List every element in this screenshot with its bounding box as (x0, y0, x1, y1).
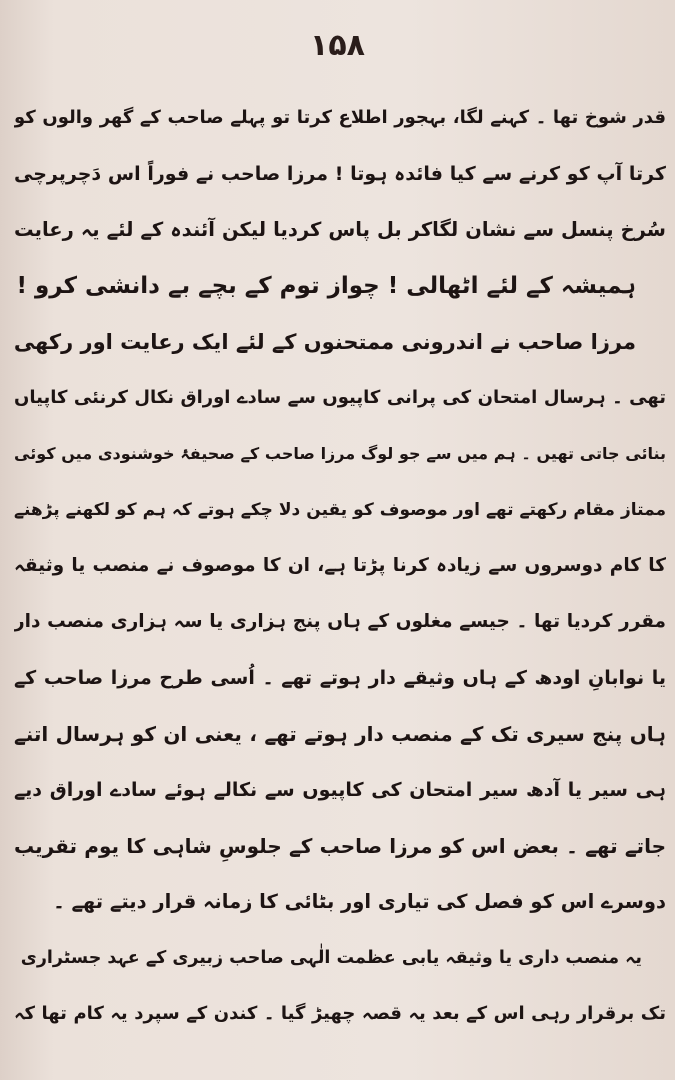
text-line: بنائی جاتی تھیں ۔ ہم میں سے جو لوگ مرزا صاحب کے صحیفۂ خوشنودی میں کوئی (14, 444, 666, 463)
text-line: تھی ۔ ہرسال امتحان کی پرانی کاپیوں سے سادے اوراق نکال کرنئی کاپیاں (14, 387, 666, 408)
text-line: ہاں پنج سیری تک کے منصب دار ہوتے تھے ، یعنی ان کو ہرسال اتنے (14, 722, 666, 746)
text-line: قدر شوخ تھا ۔ کہنے لگا، بہجور اطلاع کرتا تو پہلے صاحب کے گھر والوں کو (14, 107, 666, 128)
text-line: یا نوابانِ اودھ کے ہاں وثیقے دار ہوتے تھے ۔ اُسی طرح مرزا صاحب کے (14, 667, 666, 689)
footnote-line: یہ منصب داری یا وثیقہ یابی عظمت الٰہی صاحب زبیری کے عہد جسٹراری (20, 948, 642, 968)
text-line: دوسرے اس کو فصل کی تیاری اور بٹائی کا زمانہ قرار دیتے تھے ۔ (53, 890, 666, 913)
page-text (14, 90, 666, 1042)
text-line: جاتے تھے ۔ بعض اس کو مرزا صاحب کے جلوسِ شاہی کا یوم تقریب (14, 834, 666, 858)
text-line: ہی سیر یا آدھ سیر امتحان کی کاپیوں سے نکالے ہوئے سادے اوراق دیے (14, 779, 666, 801)
text-line: مقرر کردیا تھا ۔ جیسے مغلوں کے ہاں پنج ہزاری یا سہ ہزاری منصب دار (14, 611, 666, 632)
text-line: ممتاز مقام رکھتے تھے اور موصوف کو یقین دلا چکے ہوتے کہ ہم کو لکھنے پڑھنے (14, 500, 666, 520)
text-line: کا کام دوسروں سے زیادہ کرنا پڑتا ہے، ان کا موصوف نے منصب یا وثیقہ (14, 555, 666, 576)
page-number: ۱۵۸ (310, 28, 365, 63)
text-line: سُرخ پنسل سے نشان لگاکر بل پاس کردیا لیکن آئندہ کے لئے یہ رعایت (14, 218, 666, 241)
text-line: کرتا آپ کو کرنے سے کیا فائدہ ہوتا ! مرزا صاحب نے فوراً اس دَچرپرچی (14, 163, 666, 185)
paragraph-1 (14, 90, 666, 314)
footnote-line: تک برقرار رہی اس کے بعد یہ قصہ چھیڑ گیا ۔ کندن کے سپرد یہ کام تھا کہ (14, 1003, 666, 1024)
footnote (14, 930, 666, 1042)
text-line: مرزا صاحب نے اندرونی ممتحنوں کے لئے ایک رعایت اور رکھی (14, 330, 636, 354)
text-line: ہمیشہ کے لئے اٹھالی ! چواز توم کے بچے بے دانشی کرو ! (16, 273, 636, 299)
paragraph-2 (14, 314, 666, 930)
